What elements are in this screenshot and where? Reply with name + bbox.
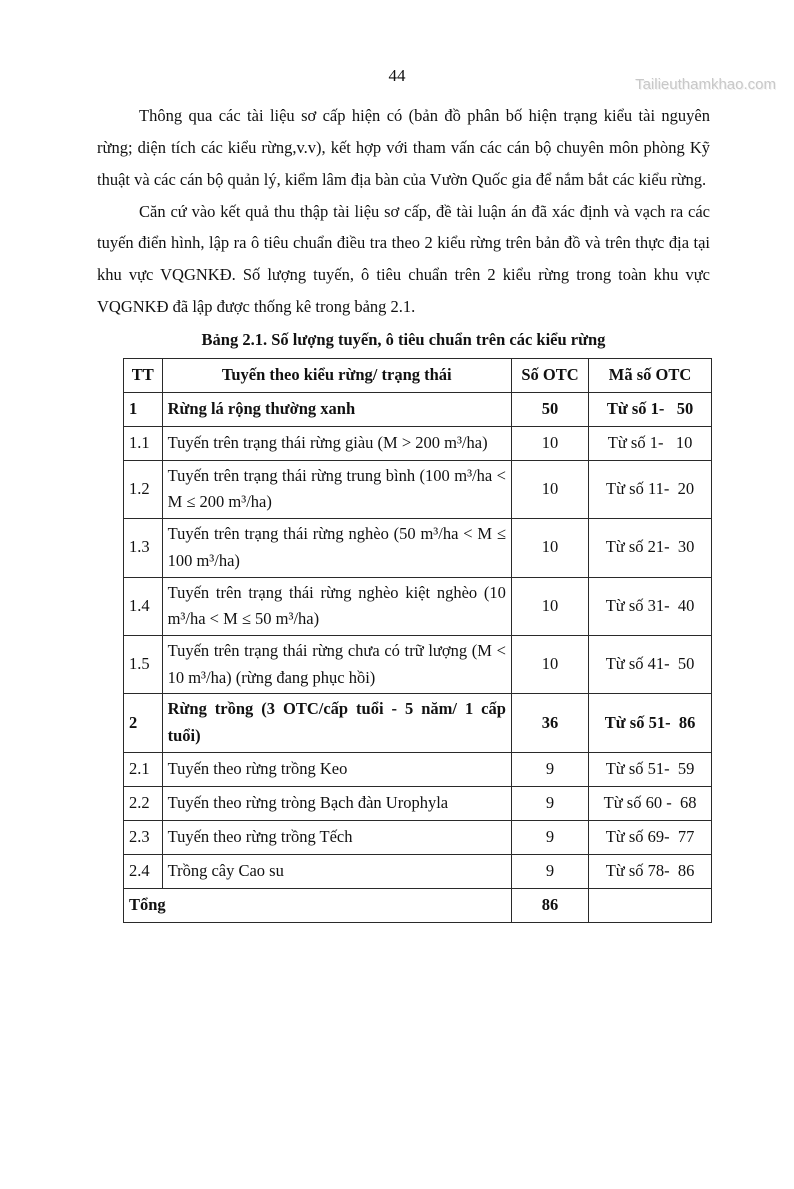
cell-so-otc: 9: [511, 820, 588, 854]
header-cell-so-otc: Số OTC: [511, 358, 588, 392]
cell-desc: Trồng cây Cao su: [162, 854, 511, 888]
table-row: [124, 392, 712, 426]
cell-so-otc: 10: [511, 426, 588, 460]
cell-tt: 1.3: [124, 519, 163, 577]
cell-desc: Tuyến theo rừng trồng Tếch: [162, 820, 511, 854]
cell-so-otc: 10: [511, 577, 588, 635]
table-row: [124, 519, 712, 577]
table-row: [124, 694, 712, 752]
table-row: [124, 460, 712, 518]
cell-so-otc: 36: [511, 694, 588, 752]
cell-ma-so-otc: Từ số 41- 50: [589, 635, 712, 693]
cell-ma-so-otc: Từ số 69- 77: [589, 820, 712, 854]
table-footer-row: [124, 888, 712, 922]
cell-ma-so-otc: Từ số 51- 59: [589, 752, 712, 786]
watermark: Tailieuthamkhao.com: [635, 76, 776, 93]
table-row: [124, 820, 712, 854]
cell-tt: 1: [124, 392, 163, 426]
table-header-row: [124, 358, 712, 392]
cell-tt: 1.4: [124, 577, 163, 635]
cell-tt: 2: [124, 694, 163, 752]
cell-so-otc: 9: [511, 786, 588, 820]
table-row: [124, 854, 712, 888]
paragraph-1: Thông qua các tài liệu sơ cấp hiện có (bản đồ phân bố hiện trạng kiểu tài nguyên rừng; diện tích các kiểu rừng,v.v), kết hợp với tham vấn các cán bộ chuyên môn phòng Kỹ thuật và các cán bộ quản lý, kiểm lâm địa bàn của Vườn Quốc gia để nắm bắt các kiểu rừng.: [97, 106, 710, 189]
cell-so-otc: 9: [511, 854, 588, 888]
table-row: [124, 786, 712, 820]
cell-so-otc: 10: [511, 460, 588, 518]
cell-ma-so-otc: Từ số 51- 86: [589, 694, 712, 752]
cell-tt: 1.5: [124, 635, 163, 693]
header-cell-tt: TT: [124, 358, 163, 392]
footer-total-cell: 86: [511, 888, 588, 922]
cell-ma-so-otc: Từ số 11- 20: [589, 460, 712, 518]
cell-desc: Tuyến trên trạng thái rừng chưa có trữ lượng (M < 10 m³/ha) (rừng đang phục hồi): [162, 635, 511, 693]
cell-tt: 1.2: [124, 460, 163, 518]
cell-desc: Tuyến trên trạng thái rừng trung bình (100 m³/ha < M ≤ 200 m³/ha): [162, 460, 511, 518]
table-row: [124, 426, 712, 460]
paragraph-2: Căn cứ vào kết quả thu thập tài liệu sơ cấp, đề tài luận án đã xác định và vạch ra các tuyến điển hình, lập ra ô tiêu chuẩn điều tra theo 2 kiểu rừng trên bản đồ và trên thực địa tại khu vực VQGNKĐ. Số lượng tuyến, ô tiêu chuẩn trên 2 kiểu rừng trong toàn khu vực VQGNKĐ đã lập được thống kê trong bảng 2.1.: [97, 201, 710, 317]
cell-desc: Tuyến theo rừng trồng Keo: [162, 752, 511, 786]
table-caption: Bảng 2.1. Số lượng tuyến, ô tiêu chuẩn trên các kiểu rừng: [201, 329, 606, 349]
table-row: [124, 635, 712, 693]
cell-ma-so-otc: Từ số 1- 10: [589, 426, 712, 460]
cell-desc: Tuyến trên trạng thái rừng giàu (M > 200 m³/ha): [162, 426, 511, 460]
cell-ma-so-otc: Từ số 31- 40: [589, 577, 712, 635]
header-cell-type: Tuyến theo kiểu rừng/ trạng thái: [162, 358, 511, 392]
cell-so-otc: 10: [511, 635, 588, 693]
cell-desc: Rừng trồng (3 OTC/cấp tuổi - 5 năm/ 1 cấp tuổi): [162, 694, 511, 752]
cell-desc: Tuyến trên trạng thái rừng nghèo (50 m³/ha < M ≤ 100 m³/ha): [162, 519, 511, 577]
table-row: [124, 752, 712, 786]
page-content: [97, 100, 710, 923]
cell-desc: Rừng lá rộng thường xanh: [162, 392, 511, 426]
page-number: 44: [388, 66, 406, 85]
otc-table: [123, 358, 712, 923]
cell-tt: 2.3: [124, 820, 163, 854]
cell-tt: 1.1: [124, 426, 163, 460]
table-row: [124, 577, 712, 635]
cell-so-otc: 50: [511, 392, 588, 426]
cell-so-otc: 10: [511, 519, 588, 577]
footer-empty-cell: [589, 888, 712, 922]
header-cell-ma-so-otc: Mã số OTC: [589, 358, 712, 392]
table-body: [124, 392, 712, 888]
cell-ma-so-otc: Từ số 1- 50: [589, 392, 712, 426]
cell-desc: Tuyến trên trạng thái rừng nghèo kiệt nghèo (10 m³/ha < M ≤ 50 m³/ha): [162, 577, 511, 635]
cell-desc: Tuyến theo rừng tròng Bạch đàn Urophyla: [162, 786, 511, 820]
cell-tt: 2.1: [124, 752, 163, 786]
cell-ma-so-otc: Từ số 60 - 68: [589, 786, 712, 820]
cell-tt: 2.4: [124, 854, 163, 888]
cell-so-otc: 9: [511, 752, 588, 786]
cell-ma-so-otc: Từ số 78- 86: [589, 854, 712, 888]
cell-tt: 2.2: [124, 786, 163, 820]
footer-label-cell: Tổng: [124, 888, 512, 922]
cell-ma-so-otc: Từ số 21- 30: [589, 519, 712, 577]
